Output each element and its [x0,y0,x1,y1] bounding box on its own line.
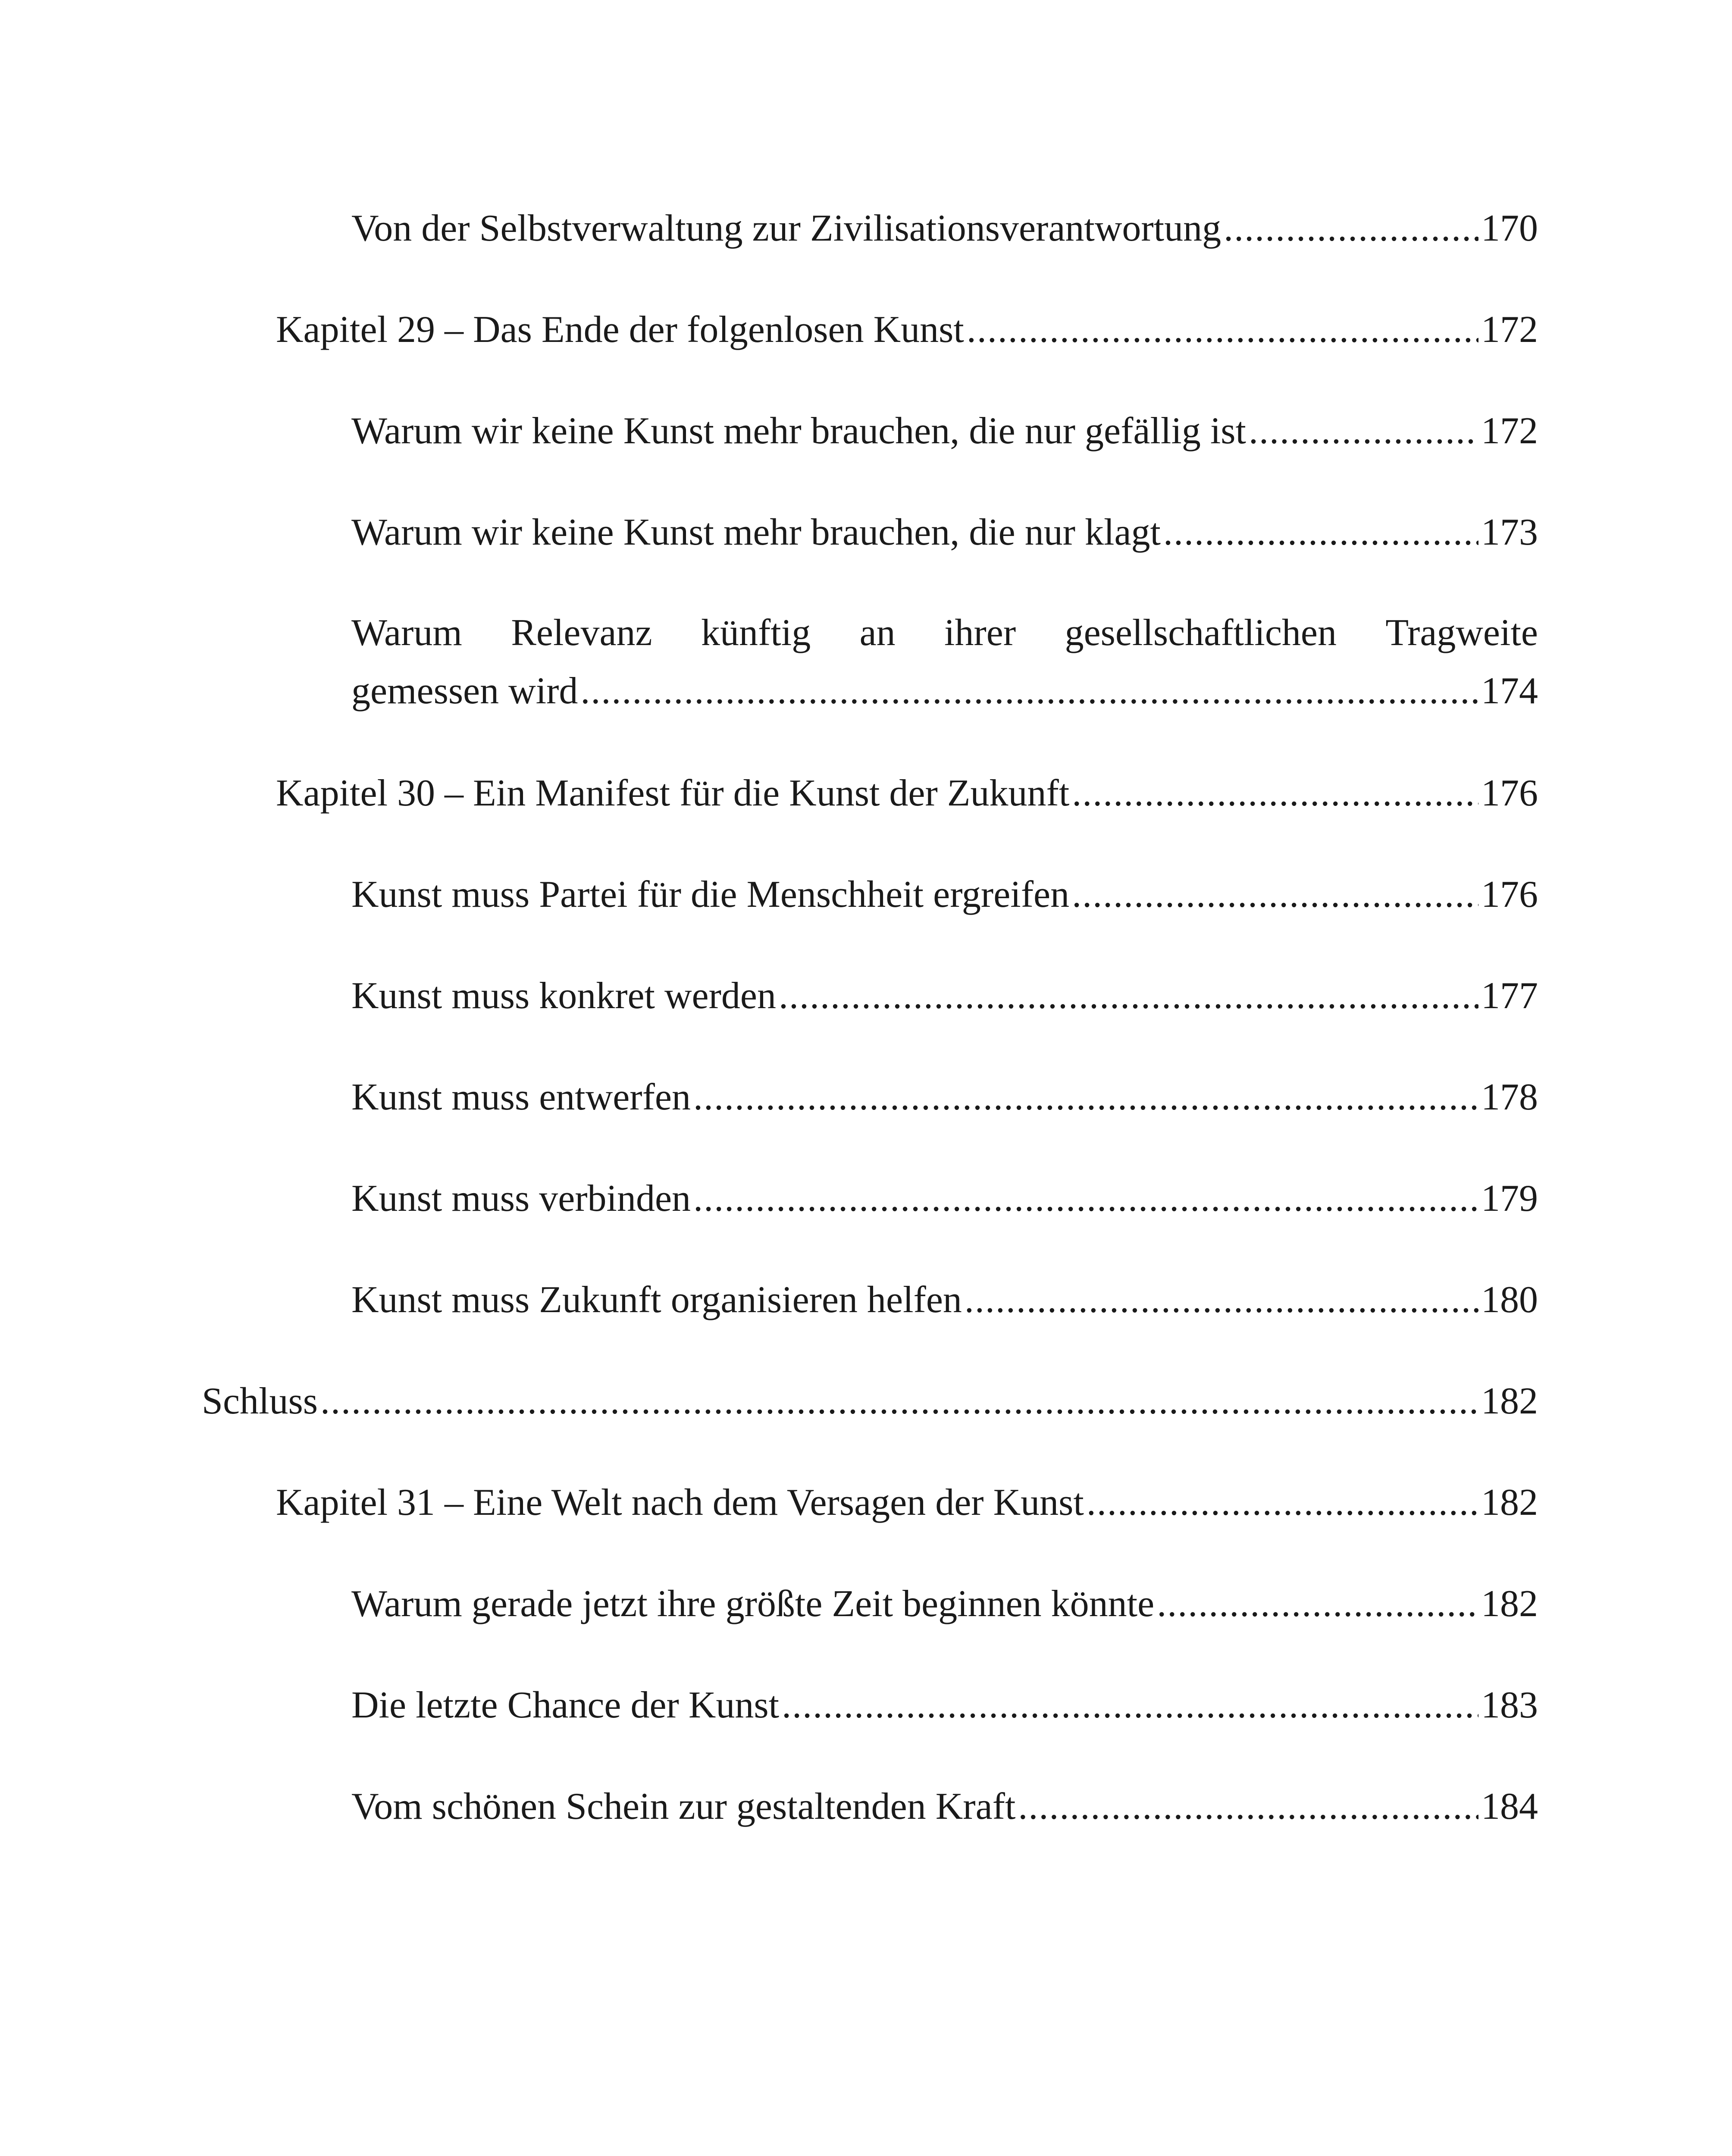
toc-entry[interactable] [276,301,1538,359]
toc-entry-title: Kunst muss Partei für die Menschheit ergreifen [351,874,1070,915]
toc-leader [782,1676,1478,1734]
toc-entry-title: Kunst muss verbinden [351,1178,691,1219]
toc-entry-title: Vom schönen Schein zur gestaltenden Kraft [351,1786,1016,1827]
toc-leader [580,662,1478,720]
toc-leader [1224,199,1478,257]
toc-page-number: 174 [1481,670,1538,712]
toc-page-number: 172 [1481,309,1538,351]
toc-entry[interactable] [351,199,1538,257]
toc-page-number: 182 [1481,1583,1538,1625]
toc-word: Warum [351,612,462,654]
toc-entry-title: Kapitel 29 – Das Ende der folgenlosen Kunst [276,309,964,351]
toc-word: gesellschaftlichen [1065,612,1337,654]
toc-leader [1072,865,1478,924]
toc-entry[interactable] [351,604,1538,720]
toc-page-number: 177 [1481,975,1538,1017]
toc-leader [1018,1777,1478,1836]
toc-entry-title-line2 [351,662,1538,720]
toc-entry-title: Kapitel 30 – Ein Manifest für die Kunst der Zukunft [276,772,1070,814]
toc-entry[interactable] [351,402,1538,460]
toc-entry[interactable] [351,1676,1538,1734]
toc-entry[interactable] [351,1169,1538,1228]
toc-entry-title: Die letzte Chance der Kunst [351,1684,780,1726]
toc-entry[interactable] [351,1271,1538,1329]
toc-entry[interactable] [351,967,1538,1025]
toc-entry-title: Warum wir keine Kunst mehr brauchen, die nur gefällig ist [351,410,1246,452]
toc-word: ihrer [944,612,1016,654]
toc-entry[interactable] [351,865,1538,924]
toc-leader [1163,503,1478,561]
toc-leader [1072,764,1478,822]
toc-word: künftig [701,612,811,654]
toc-leader [967,301,1478,359]
toc-word: Tragweite [1385,612,1538,654]
toc-entry[interactable] [276,1473,1538,1532]
toc-word: Relevanz [511,612,652,654]
toc-leader [1157,1575,1478,1633]
toc-entry-title: Kunst muss konkret werden [351,975,776,1017]
toc-entry-title: Kapitel 31 – Eine Welt nach dem Versagen der Kunst [276,1482,1084,1523]
toc-page-number: 182 [1481,1380,1538,1422]
toc-page-number: 179 [1481,1178,1538,1219]
toc-page-number: 172 [1481,410,1538,452]
toc-leader [1249,402,1478,460]
toc-entry[interactable] [276,764,1538,822]
toc-page-number: 180 [1481,1279,1538,1321]
toc-entry-title: Von der Selbstverwaltung zur Zivilisationsverantwortung [351,207,1221,249]
toc-page-number: 176 [1481,874,1538,915]
toc-word: an [859,612,896,654]
toc-entry-title-line1 [351,604,1538,662]
toc-page-number: 184 [1481,1786,1538,1827]
toc-page-number: 178 [1481,1076,1538,1118]
toc-entry[interactable] [351,1068,1538,1126]
toc-entry[interactable] [202,1372,1538,1430]
toc-page-number: 173 [1481,511,1538,553]
toc-leader [965,1271,1478,1329]
toc-leader [693,1169,1478,1228]
toc-entry-title: Warum gerade jetzt ihre größte Zeit beginnen könnte [351,1583,1155,1625]
toc-leader [693,1068,1478,1126]
toc-leader [320,1372,1478,1430]
toc-page-number: 182 [1481,1482,1538,1523]
toc-leader [1087,1473,1478,1532]
toc-entry-title: Kunst muss entwerfen [351,1076,691,1118]
toc-entry[interactable] [351,1575,1538,1633]
toc-entry-title: Kunst muss Zukunft organisieren helfen [351,1279,962,1321]
toc-page-number: 176 [1481,772,1538,814]
toc-entry-title: Schluss [202,1380,318,1422]
toc-page-number: 183 [1481,1684,1538,1726]
toc-entry[interactable] [351,1777,1538,1836]
toc-page-number: 170 [1481,207,1538,249]
toc-entry-title: Warum wir keine Kunst mehr brauchen, die nur klagt [351,511,1161,553]
toc-leader [779,967,1478,1025]
toc-entry[interactable] [351,503,1538,561]
toc-entry-title: gemessen wird [351,670,578,712]
